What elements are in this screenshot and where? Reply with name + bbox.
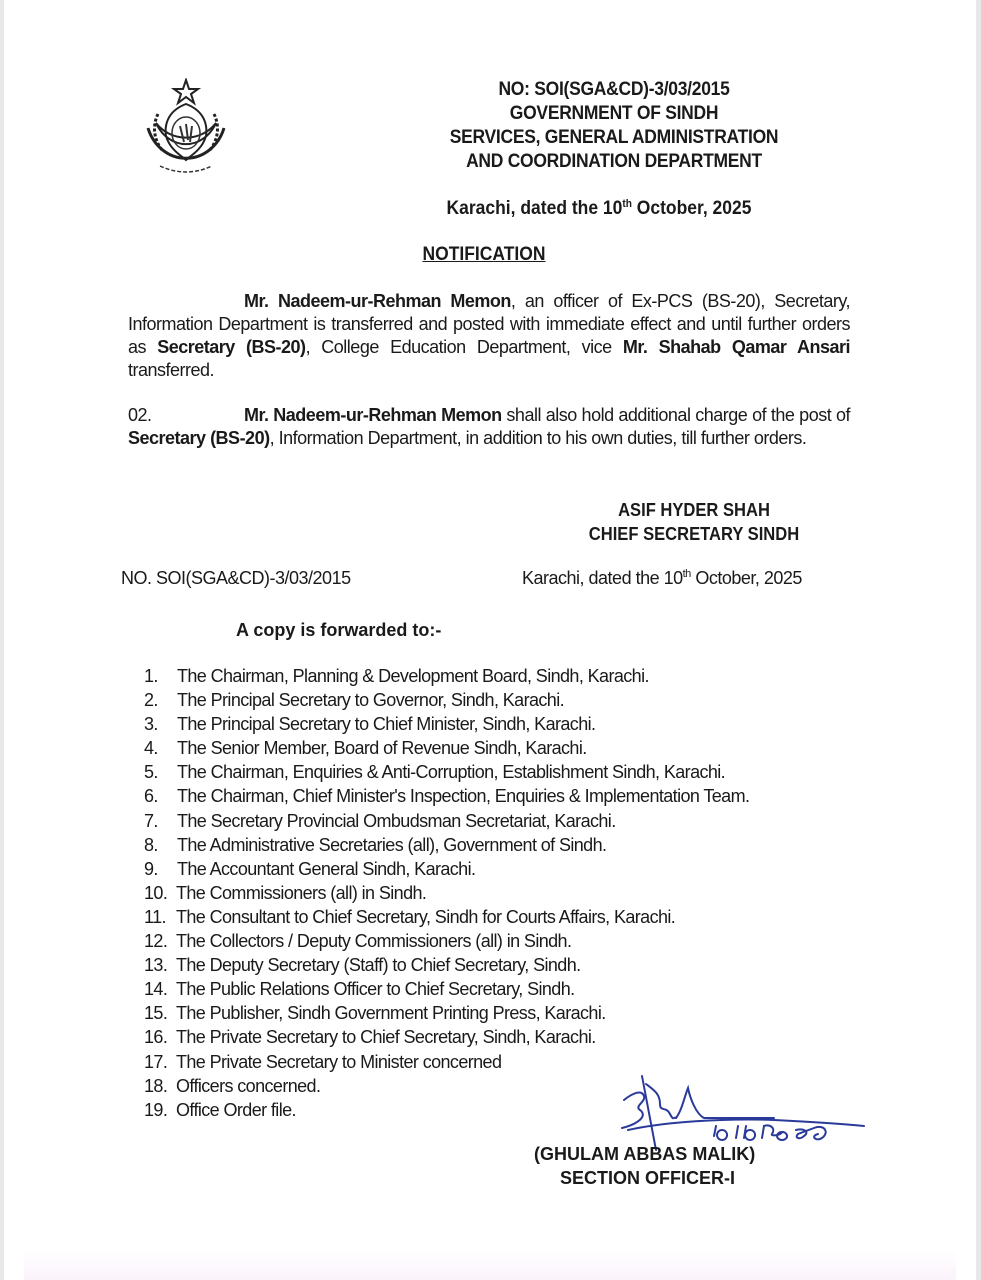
notification-title: NOTIFICATION — [422, 244, 546, 265]
recipient-item — [144, 977, 749, 1001]
recipient-text: The Public Relations Officer to Chief Secretary, Sindh. — [176, 979, 575, 1000]
recipient-item — [144, 833, 749, 857]
recipient-text: The Publisher, Sindh Government Printing Press, Karachi. — [176, 1003, 606, 1024]
recipient-text: The Chairman, Enquiries & Anti-Corruption, Establishment Sindh, Karachi. — [177, 762, 726, 783]
endorsement-reference-number: NO. SOI(SGA&CD)-3/03/2015 — [121, 568, 351, 588]
recipient-text: The Chairman, Planning & Development Board, Sindh, Karachi. — [177, 666, 649, 686]
recipient-item — [144, 712, 749, 736]
department-line-1: SERVICES, GENERAL ADMINISTRATION — [449, 127, 779, 148]
recipient-number: 15. — [144, 1003, 168, 1024]
recipient-number: 2. — [144, 690, 158, 711]
recipient-item — [144, 688, 749, 712]
recipient-text: The Chairman, Chief Minister's Inspection, Enquiries & Implementation Team. — [177, 786, 750, 807]
notification-paragraph-2: 02. Mr. Nadeem-ur-Rehman Memon shall also hold additional charge of the post of Secretary (BS-20), Information Department, in addition to his own duties, till further orders. — [128, 405, 851, 448]
recipient-item — [144, 784, 749, 808]
sindh-government-emblem-icon — [136, 78, 236, 182]
recipient-text: Officers concerned. — [176, 1075, 321, 1096]
recipient-item — [144, 857, 749, 881]
letterhead — [402, 78, 825, 174]
recipient-number: 7. — [144, 810, 158, 831]
recipient-number: 6. — [144, 786, 158, 807]
recipient-text: The Principal Secretary to Chief Minister, Sindh, Karachi. — [177, 714, 596, 735]
document-page — [4, 0, 976, 1280]
notification-paragraph-1: Mr. Nadeem-ur-Rehman Memon, an officer of Ex-PCS (BS-20), Secretary, Information Department is transferred and posted with immediate effect and until further orders as Secretary (BS-20), College Education Department, vice Mr. Shahab Qamar Ansari transferred. — [128, 291, 850, 380]
recipient-text: The Private Secretary to Chief Secretary, Sindh, Karachi. — [176, 1027, 596, 1048]
recipient-item — [144, 929, 749, 953]
signatory-name: ASIF HYDER SHAH — [618, 500, 770, 520]
section-officer-name: (GHULAM ABBAS MALIK) — [534, 1144, 756, 1164]
recipient-text: The Administrative Secretaries (all), Government of Sindh. — [177, 834, 607, 855]
recipient-text: The Secretary Provincial Ombudsman Secretariat, Karachi. — [177, 810, 616, 831]
recipient-number: 14. — [144, 979, 168, 1000]
recipient-text: The Deputy Secretary (Staff) to Chief Secretary, Sindh. — [176, 955, 581, 976]
recipient-list — [144, 664, 749, 1122]
recipient-item — [144, 905, 749, 929]
scan-artifact — [24, 1250, 956, 1280]
reference-number: NO: SOI(SGA&CD)-3/03/2015 — [498, 79, 730, 100]
recipient-text: The Collectors / Deputy Commissioners (all) in Sindh. — [176, 931, 572, 952]
endorsement-date: Karachi, dated the 10th October, 2025 — [522, 568, 802, 588]
recipient-item — [144, 664, 749, 688]
recipient-number: 3. — [144, 714, 158, 735]
section-officer-designation: SECTION OFFICER-I — [560, 1168, 735, 1188]
paragraph-number: 02. — [128, 405, 152, 425]
recipient-item — [144, 760, 749, 784]
recipient-item — [144, 1001, 749, 1025]
recipient-number: 9. — [144, 858, 158, 879]
recipient-text: The Principal Secretary to Governor, Sindh, Karachi. — [177, 690, 565, 711]
recipient-item — [144, 953, 749, 977]
recipient-number: 4. — [144, 738, 158, 759]
recipient-number: 11. — [144, 906, 166, 927]
recipient-text: Office Order file. — [176, 1099, 296, 1120]
section-officer-block — [534, 1142, 804, 1190]
recipient-number: 5. — [144, 762, 158, 783]
recipient-number: 18. — [144, 1075, 168, 1096]
right-page-edge — [976, 0, 981, 1280]
recipient-item — [144, 736, 749, 760]
recipient-number: 12. — [144, 931, 168, 952]
signatory-designation: CHIEF SECRETARY SINDH — [588, 524, 800, 544]
recipient-item — [144, 809, 749, 833]
copy-forwarded-title: A copy is forwarded to:- — [236, 620, 442, 640]
recipient-number: 16. — [144, 1027, 168, 1048]
recipient-number: 19. — [144, 1099, 168, 1120]
recipient-item — [144, 1025, 749, 1049]
recipient-number: 10. — [144, 882, 168, 903]
recipient-item — [144, 881, 749, 905]
recipient-text: The Senior Member, Board of Revenue Sindh, Karachi. — [177, 738, 587, 759]
recipient-number: 17. — [144, 1051, 168, 1072]
recipient-text: The Commissioners (all) in Sindh. — [176, 882, 427, 903]
recipient-number: 13. — [144, 955, 168, 976]
recipient-text: The Accountant General Sindh, Karachi. — [177, 858, 476, 879]
recipient-text: The Private Secretary to Minister concerned — [176, 1051, 502, 1072]
signatory-block — [556, 498, 832, 546]
header-date: Karachi, dated the 10th October, 2025 — [446, 198, 752, 219]
government-name: GOVERNMENT OF SINDH — [509, 103, 719, 124]
recipient-text: The Consultant to Chief Secretary, Sindh for Courts Affairs, Karachi. — [176, 906, 676, 927]
recipient-number: 8. — [144, 834, 158, 855]
recipient-number: 1. — [144, 666, 158, 686]
department-line-2: AND COORDINATION DEPARTMENT — [466, 151, 762, 172]
